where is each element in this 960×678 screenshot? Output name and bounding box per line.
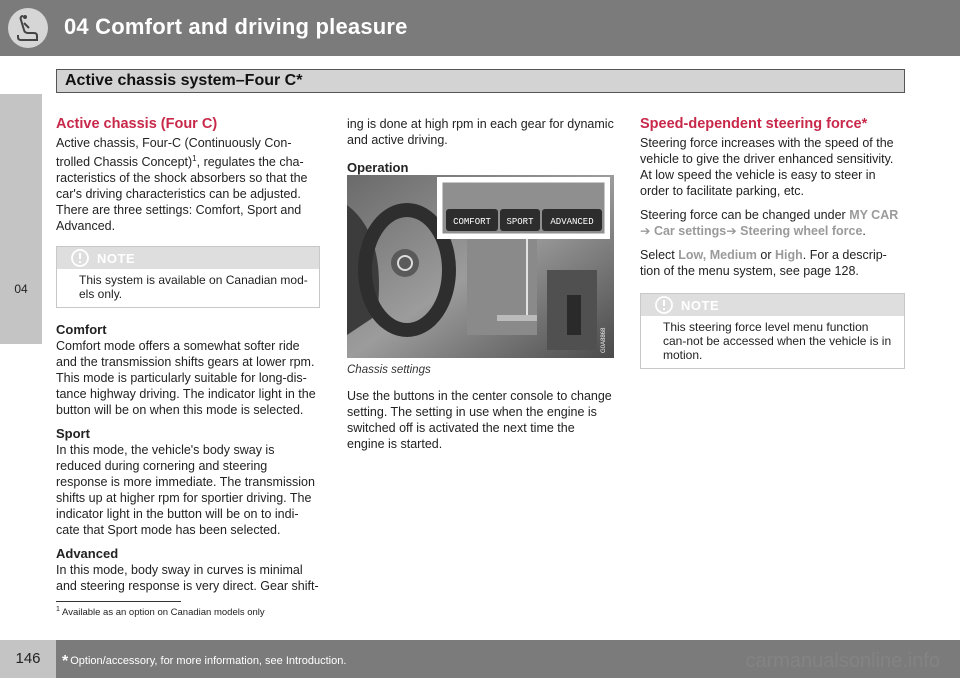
console-illustration (347, 175, 614, 358)
footnote-number: 1 (56, 606, 60, 613)
intro-paragraph: Active chassis, Four-C (Continuously Con-trolled Chassis Concept)$^1$, regulates the cha-racteristics of the shock absorbers so that the car's driving characteristics can be adjusted. There are three settings: Comfort, Sport and Advanced. (56, 136, 308, 234)
arrow-icon: ➔ (640, 224, 654, 238)
steering-force-heading: Speed-dependent steering force* (640, 116, 868, 132)
arrow-icon: ➔ (726, 224, 741, 238)
column-3 (640, 116, 905, 369)
note-text: This steering force level menu function can-not be accessed when the vehicle is in motion. (663, 320, 892, 362)
chapter-icon-box (0, 0, 56, 56)
watermark: carmanualsonline.info (745, 650, 940, 672)
footer-note (62, 653, 346, 671)
asterisk: * (62, 653, 69, 670)
seat-icon (8, 8, 48, 48)
active-chassis-heading: Active chassis (Four C) (56, 116, 218, 132)
footnote-ref: 1 (192, 154, 197, 163)
figure-caption: Chassis settings (347, 364, 431, 376)
note-box-canadian (56, 246, 320, 308)
page-number: 146 (0, 640, 56, 678)
advanced-text: In this mode, body sway in curves is minimal and steering response is very direct. Gear shift- (56, 563, 319, 594)
sport-text: In this mode, the vehicle's body sway is reduced during cornering and steering response is more immediate. The transmission shifts up at higher rpm for sportier driving. The indicator light in the button will be on to indi-cate that Sport mode has been selected. (56, 443, 315, 538)
info-icon (71, 249, 89, 271)
column-1 (56, 116, 320, 602)
option-low: Low (678, 248, 703, 262)
steering-para-1: Steering force increases with the speed of the vehicle to give the driver enhanced sensitivity. At low speed the vehicle is easy to steer in order to facilitate parking, etc. (640, 136, 894, 198)
menu-my-car: MY CAR (849, 208, 899, 222)
operation-heading: Operation (347, 160, 409, 175)
section-title: Active chassis system–Four C* (65, 72, 303, 89)
chapter-tab-number: 04 (14, 282, 28, 296)
advanced-heading: Advanced (56, 546, 119, 562)
steering-para-2: Steering force can be changed under MY CAR ➔ Car settings➔ Steering wheel force. (640, 208, 899, 238)
footnote (56, 606, 265, 618)
column-2-lower (347, 362, 615, 460)
option-high: High (775, 248, 803, 262)
note-header (57, 247, 319, 269)
chapter-title: 04 Comfort and driving pleasure (64, 14, 408, 39)
note-label: NOTE (97, 251, 136, 267)
column-2 (347, 116, 615, 176)
footnote-divider (56, 601, 181, 602)
comfort-text: Comfort mode offers a somewhat softer ride and the transmission shifts gears at lower rpm. This mode is particularly suitable for long-dis-tance highway driving. The indicator light in the button will be on when this mode is selected. (56, 339, 316, 418)
info-icon (655, 296, 673, 318)
footnote-text: Available as an option on Canadian models only (62, 607, 265, 619)
menu-car-settings: Car settings (653, 224, 727, 238)
note-text: This system is available on Canadian mod-els only. (79, 273, 308, 302)
figure-code: G0A8868 (601, 327, 607, 353)
operation-text: Use the buttons in the center console to change setting. The setting in use when the engine is switched off is activated the next time the engine is started. (347, 389, 612, 451)
steering-para-3: Select Low, Medium or High. For a descrip-tion of the menu system, see page 128. (640, 248, 887, 278)
note-header (641, 294, 904, 316)
menu-steering-wheel-force: Steering wheel force (740, 224, 863, 238)
section-title-box (56, 69, 905, 93)
chapter-side-tab (0, 94, 42, 344)
option-medium: Medium (709, 248, 757, 262)
chassis-settings-figure (347, 175, 614, 358)
advanced-continued-text: ing is done at high rpm in each gear for dynamic and active driving. (347, 117, 614, 147)
chapter-header-bar (0, 0, 960, 56)
footer-text: Option/accessory, for more information, see Introduction. (70, 655, 347, 667)
advanced-button-label: ADVANCED (550, 217, 594, 227)
sport-button-label: SPORT (506, 217, 534, 227)
comfort-heading: Comfort (56, 322, 107, 338)
note-box-steering (640, 293, 905, 369)
sport-heading: Sport (56, 426, 90, 442)
comfort-button-label: COMFORT (453, 217, 491, 227)
note-label: NOTE (681, 298, 720, 313)
